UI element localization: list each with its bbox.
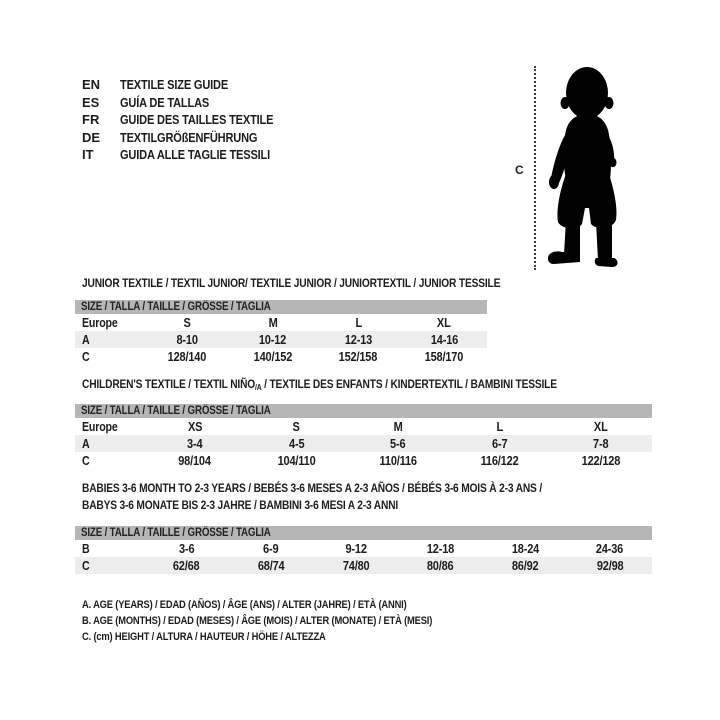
language-code: ES xyxy=(82,94,100,110)
table-cell: 6-9 xyxy=(263,541,279,556)
table-cell: 62/68 xyxy=(173,558,200,573)
language-row xyxy=(82,129,300,147)
row-label: Europe xyxy=(82,419,118,434)
row-label: A xyxy=(82,436,90,451)
table-cell: 74/80 xyxy=(342,558,369,573)
language-code: DE xyxy=(82,129,101,145)
table-cell: XL xyxy=(437,315,451,330)
table-cell: 98/104 xyxy=(178,453,212,468)
children-size-table xyxy=(75,404,652,469)
babies-section-title xyxy=(82,480,623,514)
table-cell: 158/170 xyxy=(424,349,464,364)
table-cell: 18-24 xyxy=(511,541,539,556)
language-list xyxy=(82,76,300,164)
table-row xyxy=(75,452,652,469)
size-header-text: SIZE / TALLA / TAILLE / GRÖSSE / TAGLIA xyxy=(81,405,271,417)
table-cell: 104/110 xyxy=(277,453,316,468)
table-cell: L xyxy=(355,315,362,330)
legend-note-b: B. AGE (MONTHS) / EDAD (MESES) / ÂGE (MOIS) / ALTER (MONATE) / ETÀ (MESI) xyxy=(82,615,433,627)
junior-section-title-text: JUNIOR TEXTILE / TEXTIL JUNIOR/ TEXTILE JUNIOR / JUNIORTEXTIL / JUNIOR TESSILE xyxy=(82,276,501,290)
table-cell: 7-8 xyxy=(593,436,609,451)
language-code: EN xyxy=(82,77,101,92)
size-header-bar xyxy=(75,404,652,418)
table-cell: 68/74 xyxy=(257,558,285,573)
height-measure-line xyxy=(534,66,536,270)
gender-suffix: /A xyxy=(255,383,262,392)
babies-size-table xyxy=(75,526,652,574)
row-label: Europe xyxy=(82,315,118,330)
table-cell: 3-4 xyxy=(187,436,203,451)
table-cell: S xyxy=(183,315,191,330)
language-label: GUIDA ALLE TAGLIE TESSILI xyxy=(120,147,271,162)
table-cell: XS xyxy=(187,419,202,434)
junior-size-table xyxy=(75,300,487,365)
table-row xyxy=(75,348,487,365)
row-label: C xyxy=(82,558,90,573)
table-cell: 92/98 xyxy=(596,558,624,573)
size-header-text: SIZE / TALLA / TAILLE / GRÖSSE / TAGLIA xyxy=(81,301,271,313)
table-cell: 3-6 xyxy=(178,541,195,556)
babies-section-title-line2: BABYS 3-6 MONATE BIS 2-3 JAHRE / BAMBINI 3-6 MESI A 2-3 ANNI xyxy=(82,498,399,512)
language-row xyxy=(82,146,300,164)
table-cell: M xyxy=(268,315,278,330)
table-cell: 86/92 xyxy=(511,558,539,573)
row-label: C xyxy=(82,453,90,468)
table-cell: 14-16 xyxy=(430,332,458,347)
legend-note-c: C. (cm) HEIGHT / ALTURA / HAUTEUR / HÖHE / ALTEZZA xyxy=(82,631,326,643)
table-cell: L xyxy=(496,419,503,434)
table-row xyxy=(75,557,652,574)
junior-section-title xyxy=(82,277,574,290)
table-row xyxy=(75,435,652,452)
children-section-title-text: CHILDREN'S TEXTILE / TEXTIL $NIÑO_{/A}$ / TEXTILE DES ENFANTS / KINDERTEXTIL / BAMBINI TESSILE xyxy=(82,377,557,392)
table-cell: 10-12 xyxy=(258,332,287,347)
table-cell: 122/128 xyxy=(581,453,621,468)
table-cell: 140/152 xyxy=(253,349,292,364)
size-header-bar xyxy=(75,526,652,540)
table-row xyxy=(75,540,652,557)
language-label: TEXTILE SIZE GUIDE xyxy=(120,77,229,92)
legend-note-a: A. AGE (YEARS) / EDAD (AÑOS) / ÂGE (ANS) / ALTER (JAHRE) / ETÀ (ANNI) xyxy=(82,599,407,611)
babies-section-title-line1: BABIES 3-6 MONTH TO 2-3 YEARS / BEBÉS 3-6 MESES A 2-3 AÑOS / BÉBÉS 3-6 MOIS À 2-3 ANS / xyxy=(82,481,543,495)
height-measure-label: C xyxy=(515,163,524,177)
language-label: GUÍA DE TALLAS xyxy=(120,94,210,110)
table-cell: 80/86 xyxy=(427,558,454,573)
size-header-bar xyxy=(75,300,487,314)
language-code: FR xyxy=(82,112,100,127)
row-label: B xyxy=(82,541,90,556)
legend-notes xyxy=(82,597,494,645)
table-cell: 6-7 xyxy=(491,436,508,451)
table-cell: M xyxy=(393,419,403,434)
table-cell: 116/122 xyxy=(480,453,519,468)
language-code: IT xyxy=(82,147,94,162)
language-row xyxy=(82,94,300,112)
size-header-text: SIZE / TALLA / TAILLE / GRÖSSE / TAGLIA xyxy=(81,527,271,539)
table-cell: 5-6 xyxy=(390,436,406,451)
table-cell: S xyxy=(292,419,300,434)
table-row xyxy=(75,314,487,331)
row-label: C xyxy=(82,349,90,364)
table-cell: 128/140 xyxy=(167,349,207,364)
language-label: GUIDE DES TAILLES TEXTILE xyxy=(120,112,274,127)
table-cell: 12-13 xyxy=(344,332,373,347)
table-row xyxy=(75,331,487,348)
table-cell: 9-12 xyxy=(345,541,367,556)
table-cell: 8-10 xyxy=(176,332,198,347)
table-cell: 4-5 xyxy=(288,436,305,451)
table-cell: 12-18 xyxy=(426,541,454,556)
language-label: TEXTILGRÖßENFÜHRUNG xyxy=(120,129,258,145)
table-row xyxy=(75,418,652,435)
table-cell: XL xyxy=(594,419,609,434)
toddler-silhouette-icon xyxy=(542,62,634,272)
language-row xyxy=(82,76,300,94)
row-label: A xyxy=(82,332,90,347)
children-section-title xyxy=(82,378,641,394)
table-cell: 110/116 xyxy=(379,453,417,468)
language-row xyxy=(82,111,300,129)
table-cell: 24-36 xyxy=(596,541,624,556)
table-cell: 152/158 xyxy=(339,349,378,364)
